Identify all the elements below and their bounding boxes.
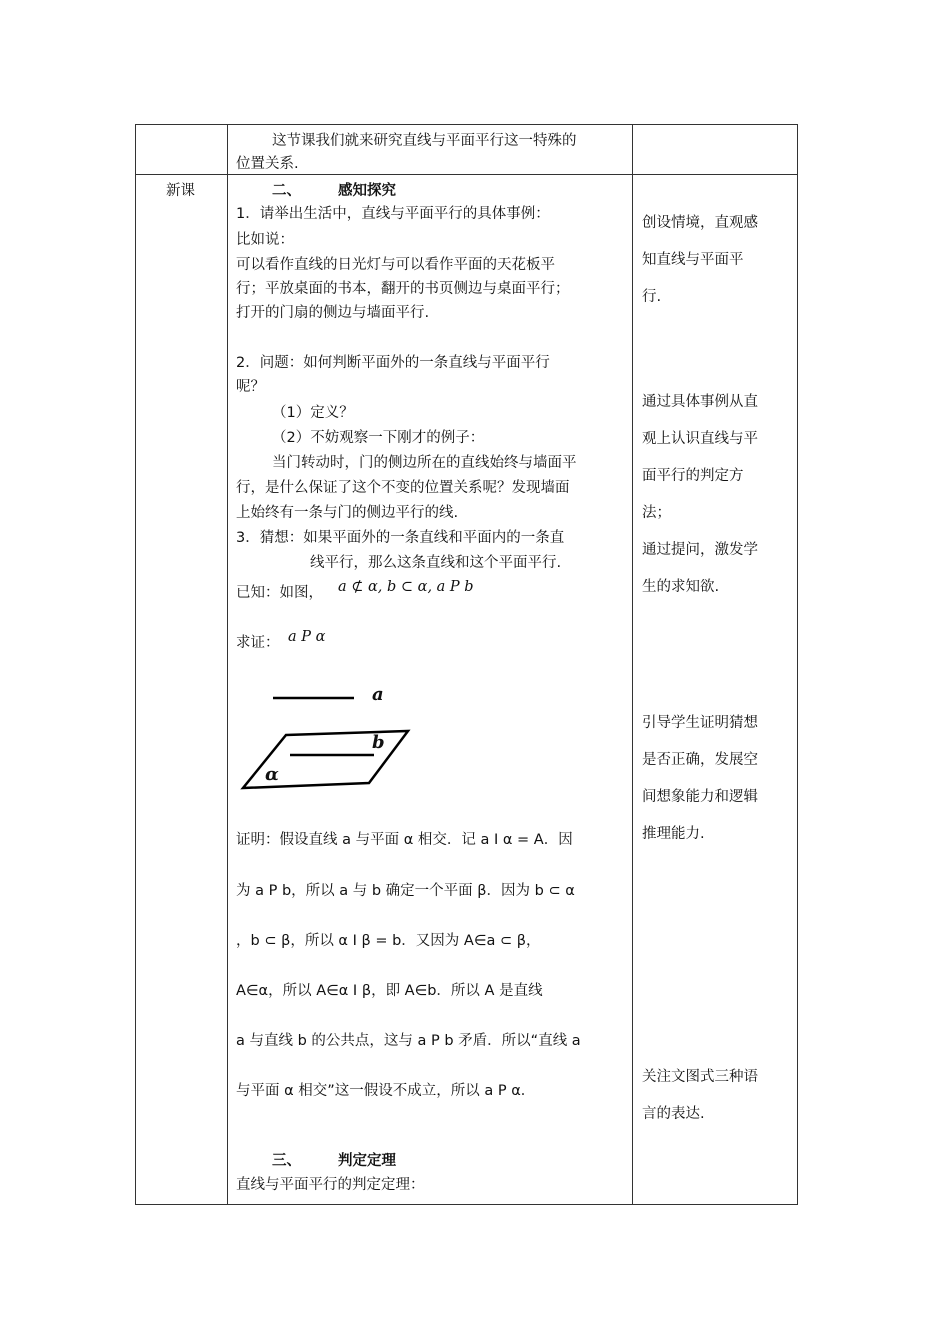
figure-label-alpha: α [265,764,279,785]
note-2-line: 观上认识直线与平 [642,431,758,447]
proof-line-6: 与平面 α 相交”这一假设不成立，所以 a P α． [236,1083,536,1099]
note-3-line: 间想象能力和逻辑 [642,789,758,805]
note-2-line: 面平行的判定方 [642,468,744,484]
note-4 [642,1059,758,1133]
note-4-line: 关注文图式三种语 [642,1069,758,1085]
figure-label-a: a [372,684,384,705]
given-label: 已知：如图， [236,585,323,601]
note-1-line: 创设情境，直观感 [642,215,758,231]
section-label: 新课 [166,183,195,199]
prove-label: 求证： [236,635,280,651]
section-3-number: 三、 [272,1153,301,1169]
note-2-line: 生的求知欲. [642,579,720,595]
note-2-line: 通过具体事例从直 [642,394,758,410]
figure-label-b: b [372,732,385,753]
question-3-line-1: 3．猜想：如果平面外的一条直线和平面内的一条直 [236,530,565,546]
column-divider-1 [227,124,228,1205]
note-2 [642,384,758,606]
note-1 [642,205,758,316]
row-divider [135,174,798,175]
proof-line-1: 证明：假设直线 a 与平面 α 相交．记 a I α = A．因 [236,832,573,848]
proof-line-2: 为 a P b，所以 a 与 b 确定一个平面 β．因为 b ⊂ α [236,883,575,899]
note-3 [642,705,758,853]
note-3-line: 引导学生证明猜想 [642,715,758,731]
example-label: 比如说： [236,232,294,248]
proof-line-4: A∈α，所以 A∈α I β，即 A∈b．所以 A 是直线 [236,983,543,999]
column-divider-2 [632,124,633,1205]
example-line-1: 可以看作直线的日光灯与可以看作平面的天花板平 [236,257,555,273]
proof-line-5: a 与直线 b 的公共点，这与 a P b 矛盾．所以“直线 a [236,1033,581,1049]
prove-math: a P α [288,629,326,645]
sub-question-2: （2）不妨观察一下刚才的例子： [272,430,485,446]
sub-question-1: （1）定义？ [272,405,354,421]
example-line-3: 打开的门扇的侧边与墙面平行. [236,305,430,321]
door-line-1: 当门转动时，门的侧边所在的直线始终与墙面平 [272,455,577,471]
note-2-line: 通过提问，激发学 [642,542,758,558]
section-3-title: 判定定理 [338,1153,396,1169]
section-2-title: 感知探究 [338,183,396,199]
given-math: a ⊄ α, b ⊂ α, a P b [338,579,474,595]
note-1-line: 行. [642,289,662,305]
note-3-line: 是否正确，发展空 [642,752,758,768]
question-1: 1．请举出生活中，直线与平面平行的具体事例： [236,206,550,222]
section-3-text: 直线与平面平行的判定定理： [236,1177,425,1193]
door-line-2: 行，是什么保证了这个不变的位置关系呢？发现墙面 [236,480,570,496]
question-3-line-2: 线平行，那么这条直线和这个平面平行. [310,555,562,571]
example-line-2: 行；平放桌面的书本，翻开的书页侧边与桌面平行； [236,281,570,297]
door-line-3: 上始终有一条与门的侧边平行的线. [236,505,459,521]
intro-line-1: 这节课我们就来研究直线与平面平行这一特殊的 [272,133,577,149]
intro-line-2: 位置关系. [236,156,299,172]
note-3-line: 推理能力. [642,826,705,842]
note-2-line: 法； [642,505,671,521]
question-2-line-2: 呢？ [236,379,265,395]
note-4-line: 言的表达. [642,1106,705,1122]
section-2-number: 二、 [272,183,301,199]
question-2-line-1: 2．问题：如何判断平面外的一条直线与平面平行 [236,355,550,371]
proof-line-3: ，b ⊂ β，所以 α I β = b．又因为 A∈a ⊂ β， [236,933,541,949]
note-1-line: 知直线与平面平 [642,252,744,268]
